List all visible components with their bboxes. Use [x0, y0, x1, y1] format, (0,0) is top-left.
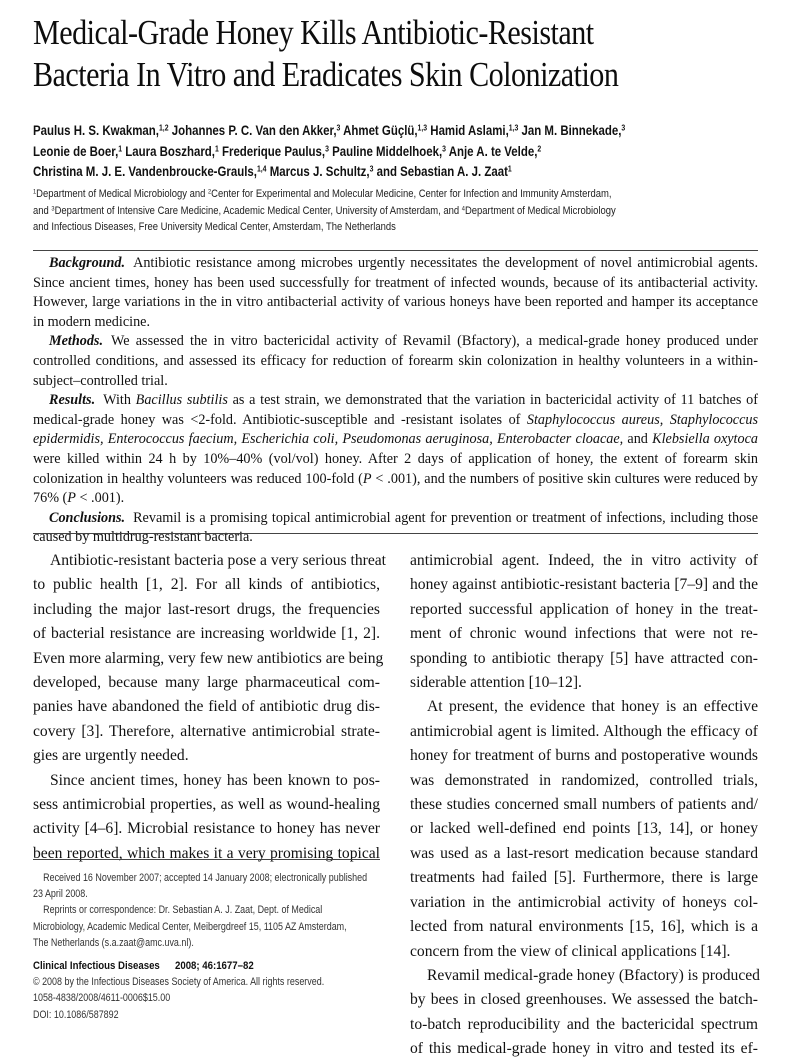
title-line-1: Medical-Grade Honey Kills Antibiotic-Resistant: [33, 13, 594, 52]
author-affiliation-ref: 1: [118, 144, 123, 154]
author-name: Pauline Middelhoek,: [332, 143, 443, 159]
received-line: 23 April 2008.: [33, 888, 88, 901]
reprints-line: Microbiology, Academic Medical Center, Meibergdreef 15, 1105 AZ Amsterdam,: [33, 920, 347, 933]
abstract: [33, 254, 758, 548]
body-line: concern from the view of clinical applications [14].: [410, 942, 731, 960]
author-affiliation-ref: 3: [336, 123, 341, 133]
body-line: siderable attention [10–12].: [410, 674, 582, 692]
author-affiliation-ref: 3: [325, 144, 329, 154]
abstract-heading: Methods.: [49, 333, 103, 350]
author-line-1: [33, 121, 768, 142]
body-line: was used as a last-resort medication because standard: [410, 844, 758, 862]
author-name: Johannes P. C. Van den Akker,: [171, 123, 337, 138]
body-line: developed, because many large pharmaceutical com-: [33, 674, 380, 692]
abstract-text: as a test strain, we demonstrated that the variation in bactericidal activity of 11 batches of medical-grade honey was <2-fold. Antibiotic-susceptible and -resistant isolates of: [33, 392, 758, 428]
body-line: treatments had failed [5]. Furthermore, there is large: [410, 869, 758, 887]
body-line: of bacterial resistance are increasing worldwide [1, 2].: [33, 625, 380, 643]
body-line: honey for treatment of burns and postoperative wounds: [410, 747, 758, 765]
abstract-heading: Conclusions.: [49, 509, 126, 526]
species-name: Klebsiella oxytoca: [652, 431, 758, 448]
affiliation-number: 3: [51, 204, 55, 212]
author-affiliation-ref: 1: [214, 144, 219, 154]
copyright-line: © 2008 by the Infectious Diseases Society of America. All rights reserved.: [33, 976, 325, 989]
abstract-text: Revamil is a promising topical antimicrobial agent for prevention or treatment of infections, including those caused by multidrug-resistant bacteria.: [33, 509, 758, 546]
abstract-text: were killed within 24 h by 10%–40% (vol/vol) honey. After 2 days of application of honey, the extent of forearm skin colonization in healthy volunteers was reduced 100-fold (: [33, 450, 758, 487]
author-name: Christina M. J. E. Vandenbroucke-Grauls,: [33, 164, 257, 179]
journal-name: Clinical Infectious Diseases: [33, 960, 160, 973]
author-affiliation-ref: 1,4: [256, 164, 267, 174]
body-line: by bees in closed greenhouses. We assessed the batch-: [410, 991, 758, 1009]
author-name: Marcus J. Schultz,: [269, 164, 370, 179]
author-name: Paulus H. S. Kwakman,: [33, 123, 159, 138]
abstract-text: We assessed the in vitro bactericidal activity of Revamil (Bfactory), a medical-grade honey produced under controlled conditions, and assessed its efficacy for reduction of forearm skin colonization in healthy volunteers in a within-subject–controlled trial.: [33, 333, 758, 389]
issn-line: 1058-4838/2008/4611-0006$15.00: [33, 992, 171, 1005]
species-name: Staphylococcus aureus, Staphylococcus epidermidis, Enterococcus faecium, Escherichia coli, Pseudomonas aeruginosa, Enterobacter cloacae,: [33, 411, 759, 448]
journal-volume-pages: 2008; 46:1677–82: [174, 960, 254, 973]
author-affiliation-ref: 2: [537, 144, 542, 154]
abstract-results: [33, 391, 758, 509]
affiliation-text: Department of Medical Microbiology: [464, 204, 616, 217]
body-line: these studies concerned small numbers of patients and/: [410, 796, 758, 814]
body-line: lected from natural environments [15, 16], which is a: [410, 918, 758, 936]
title-line-2: Bacteria In Vitro and Eradicates Skin Colonization: [33, 55, 619, 94]
species-name: Bacillus subtilis: [135, 392, 228, 409]
author-line-3: [33, 162, 768, 183]
body-line: Even more alarming, very few new antibiotics are being: [33, 649, 384, 667]
body-line: antimicrobial agent is limited. Although the efficacy of: [410, 722, 758, 740]
affiliation-number: 4: [461, 204, 465, 212]
body-line: Since ancient times, honey has been known to pos-: [50, 771, 380, 789]
body-line: gies are urgently needed.: [33, 747, 189, 765]
author-name: Ahmet Güçlü,: [343, 123, 418, 138]
abstract-heading: Background.: [49, 255, 126, 271]
abstract-text: Antibiotic resistance among microbes urgently necessitates the development of novel antimicrobial agents. Since ancient times, honey has been used successfully for treatment of infected wounds, because of its antibacterial activity. However, large variations in the in vitro antibacterial activity of various honeys have been reported and hamper its acceptance in modern medicine.: [33, 255, 758, 330]
abstract-text: < .001), and the numbers of positive skin cultures were reduced by 76% (: [33, 470, 758, 507]
body-line: been reported, which makes it a very promising topical: [33, 844, 380, 862]
body-line: of this medical-grade honey in vitro and tested its ef-: [410, 1040, 758, 1058]
body-line: honey against antibiotic-resistant bacteria [7–9] and the: [410, 576, 758, 594]
body-line: was demonstrated in randomized, controlled trials,: [410, 771, 758, 789]
affiliations: [33, 186, 760, 236]
affiliation-text: and: [33, 204, 52, 217]
abstract-top-rule: [33, 250, 758, 251]
affiliation-line-1: [33, 186, 760, 203]
footnotes: [33, 870, 379, 1023]
affiliation-line-3: and Infectious Diseases, Free University Medical Center, Amsterdam, The Netherlands: [33, 221, 396, 234]
body-line: antimicrobial agent. Indeed, the in vitro activity of: [410, 552, 758, 569]
body-line: reported successful application of honey in the treat-: [410, 600, 758, 618]
reprints-line: The Netherlands (s.a.zaat@amc.uva.nl).: [33, 936, 194, 949]
abstract-heading: Results.: [49, 392, 96, 409]
body-line: to public health [1, 2]. For all kinds of antibiotics,: [33, 576, 380, 594]
body-line: covery [3]. Therefore, alternative antimicrobial strate-: [33, 722, 380, 740]
body-line: At present, the evidence that honey is an effective: [427, 698, 758, 716]
author-affiliation-ref: 1,3: [417, 123, 428, 133]
body-line: including the major last-resort drugs, the frequencies: [33, 600, 380, 618]
author-name: Anje A. te Velde,: [448, 143, 538, 159]
author-name: and Sebastian A. J. Zaat: [376, 164, 508, 179]
reprints-line: Reprints or correspondence: Dr. Sebastian A. J. Zaat, Dept. of Medical: [43, 904, 323, 917]
author-list: [33, 121, 768, 183]
body-line: Revamil medical-grade honey (Bfactory) is produced: [427, 966, 760, 984]
author-affiliation-ref: 3: [621, 123, 626, 133]
author-name: Leonie de Boer,: [33, 143, 119, 159]
body-line: activity [4–6]. Microbial resistance to honey has never: [33, 820, 380, 838]
p-value-symbol: P: [362, 470, 372, 487]
body-line: sponding to antibiotic therapy [5] have attracted con-: [410, 649, 758, 667]
author-name: Laura Boszhard,: [125, 143, 215, 159]
author-affiliation-ref: 1,3: [508, 123, 519, 133]
body-line: Antibiotic-resistant bacteria pose a very serious threat: [50, 552, 387, 569]
affiliation-number: 1: [33, 188, 37, 196]
body-line: to-batch reproducibility and the bactericidal spectrum: [410, 1015, 758, 1033]
author-affiliation-ref: 1,2: [158, 123, 169, 133]
abstract-text: < .001).: [75, 490, 125, 507]
body-line: panies have abandoned the field of antibiotic drug dis-: [33, 698, 380, 716]
abstract-background: [33, 254, 758, 332]
abstract-methods: [33, 332, 758, 391]
article-title: [33, 12, 773, 96]
abstract-bottom-rule: [33, 533, 758, 534]
body-column-right: [410, 549, 758, 1062]
abstract-conclusions: [33, 509, 758, 548]
author-name: Frederique Paulus,: [221, 143, 326, 159]
p-value-symbol: P: [67, 490, 76, 507]
affiliation-text: Center for Experimental and Molecular Medicine, Center for Infection and Immunity Amsterdam,: [211, 188, 612, 200]
body-column-left: [33, 549, 387, 866]
doi-line: DOI: 10.1086/587892: [33, 1008, 119, 1021]
affiliation-text: Department of Medical Microbiology and: [36, 188, 208, 200]
affiliation-number: 2: [207, 188, 212, 196]
received-line: Received 16 November 2007; accepted 14 January 2008; electronically published: [43, 872, 368, 884]
affiliation-text: Department of Intensive Care Medicine, Academic Medical Center, University of Amsterdam, and: [54, 204, 462, 217]
author-line-2: [33, 142, 768, 163]
author-affiliation-ref: 1: [507, 164, 512, 174]
body-line: ment of chronic wound infections that were not re-: [410, 625, 758, 643]
body-line: variation in the antimicrobial activity of honeys col-: [410, 893, 758, 911]
author-affiliation-ref: 3: [442, 144, 446, 154]
abstract-text: With: [103, 392, 136, 409]
footnote-rule: [33, 859, 380, 860]
abstract-text: and: [623, 431, 653, 448]
author-name: Jan M. Binnekade,: [521, 123, 622, 138]
author-name: Hamid Aslami,: [430, 123, 509, 138]
body-line: or lacked well-defined end points [13, 14], or honey: [410, 820, 758, 838]
journal-citation: [33, 958, 379, 974]
author-affiliation-ref: 3: [369, 164, 374, 174]
affiliation-line-2: [33, 203, 760, 220]
body-line: sess antimicrobial properties, as well as wound-healing: [33, 796, 380, 814]
